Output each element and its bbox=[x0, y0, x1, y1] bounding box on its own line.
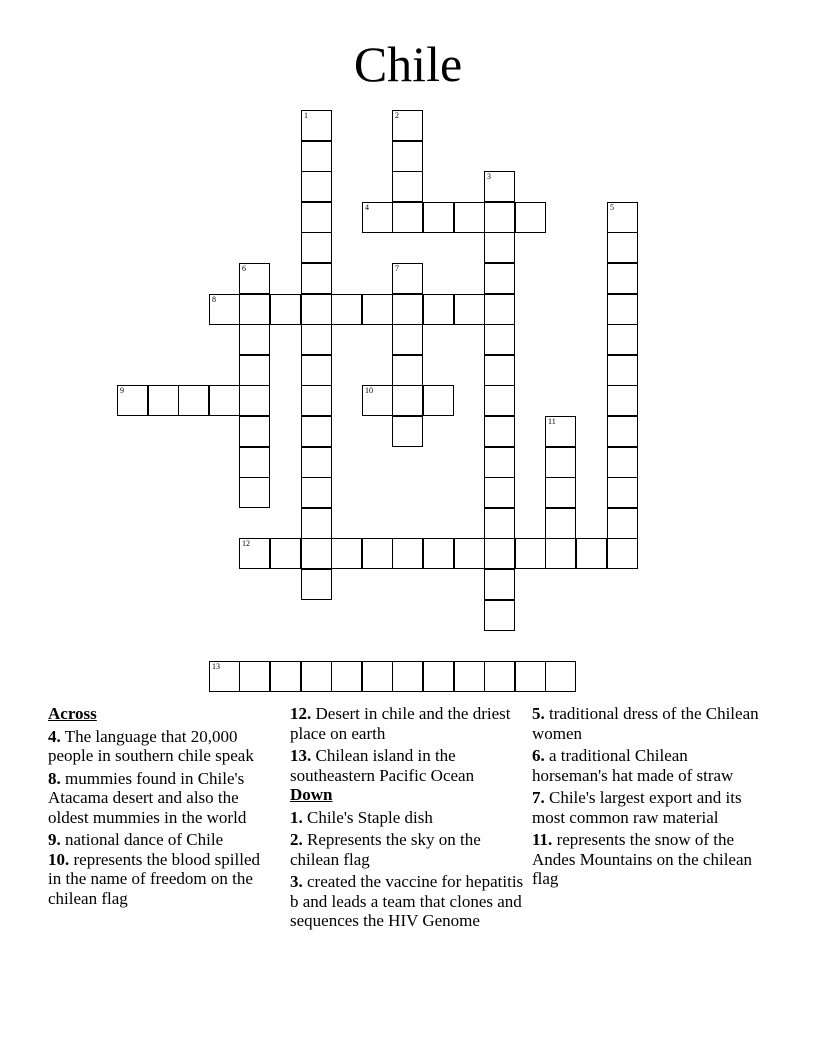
cell-number: 5 bbox=[610, 203, 614, 212]
grid-cell[interactable] bbox=[423, 661, 454, 692]
grid-cell[interactable] bbox=[454, 661, 485, 692]
grid-cell[interactable] bbox=[515, 538, 546, 569]
grid-cell[interactable] bbox=[209, 294, 240, 325]
grid-cell[interactable] bbox=[515, 202, 546, 233]
clue-text: represents the blood spilled in the name of freedom on the chilean flag bbox=[48, 849, 260, 908]
clue-down-5 bbox=[532, 704, 762, 743]
cell-number: 12 bbox=[242, 539, 250, 548]
clue-number: 2. bbox=[290, 830, 303, 849]
grid-cell[interactable] bbox=[576, 538, 607, 569]
grid-cell[interactable] bbox=[484, 416, 515, 447]
grid-cell[interactable] bbox=[239, 294, 270, 325]
grid-cell[interactable] bbox=[607, 263, 638, 294]
grid-cell[interactable] bbox=[362, 294, 393, 325]
grid-cell[interactable] bbox=[239, 477, 270, 508]
grid-cell[interactable] bbox=[484, 600, 515, 631]
cell-number: 8 bbox=[212, 295, 216, 304]
grid-cell[interactable] bbox=[392, 385, 423, 416]
grid-cell[interactable] bbox=[392, 202, 423, 233]
grid-cell[interactable] bbox=[484, 263, 515, 294]
grid-cell[interactable] bbox=[301, 202, 332, 233]
grid-cell[interactable] bbox=[423, 538, 454, 569]
clue-across-10 bbox=[48, 850, 274, 909]
grid-cell[interactable] bbox=[239, 447, 270, 478]
grid-cell[interactable] bbox=[607, 477, 638, 508]
grid-cell[interactable] bbox=[484, 508, 515, 539]
clue-down-6 bbox=[532, 746, 762, 785]
grid-cell[interactable] bbox=[301, 661, 332, 692]
grid-cell[interactable] bbox=[239, 355, 270, 386]
cell-number: 11 bbox=[548, 417, 556, 426]
grid-cell[interactable] bbox=[301, 294, 332, 325]
cell-number: 13 bbox=[212, 662, 220, 671]
grid-cell[interactable] bbox=[454, 202, 485, 233]
grid-cell[interactable] bbox=[545, 477, 576, 508]
grid-cell[interactable] bbox=[239, 324, 270, 355]
clue-text: Chile's largest export and its most common raw material bbox=[532, 788, 742, 827]
grid-cell[interactable] bbox=[607, 202, 638, 233]
grid-cell[interactable] bbox=[239, 263, 270, 294]
clues-column-2 bbox=[290, 702, 528, 934]
grid-cell[interactable] bbox=[484, 324, 515, 355]
grid-cell[interactable] bbox=[454, 538, 485, 569]
clue-number: 5. bbox=[532, 704, 545, 723]
grid-cell[interactable] bbox=[484, 538, 515, 569]
clue-number: 13. bbox=[290, 746, 312, 765]
grid-cell[interactable] bbox=[178, 385, 209, 416]
grid-cell[interactable] bbox=[545, 508, 576, 539]
grid-cell[interactable] bbox=[392, 263, 423, 294]
down-heading: Down bbox=[290, 785, 333, 804]
grid-cell[interactable] bbox=[545, 661, 576, 692]
grid-cell[interactable] bbox=[392, 416, 423, 447]
grid-cell[interactable] bbox=[362, 661, 393, 692]
grid-cell[interactable] bbox=[484, 385, 515, 416]
grid-cell[interactable] bbox=[301, 538, 332, 569]
grid-cell[interactable] bbox=[607, 538, 638, 569]
grid-cell[interactable] bbox=[484, 232, 515, 263]
cell-number: 6 bbox=[242, 264, 246, 273]
clue-across-13 bbox=[290, 746, 528, 785]
grid-cell[interactable] bbox=[484, 661, 515, 692]
grid-cell[interactable] bbox=[301, 477, 332, 508]
grid-cell[interactable] bbox=[423, 202, 454, 233]
grid-cell[interactable] bbox=[607, 385, 638, 416]
clue-across-8 bbox=[48, 769, 274, 828]
clue-number: 1. bbox=[290, 807, 303, 827]
clue-text: Chile's Staple dish bbox=[307, 807, 433, 827]
grid-cell[interactable] bbox=[331, 538, 362, 569]
grid-cell[interactable] bbox=[301, 416, 332, 447]
puzzle-title: Chile bbox=[353, 36, 463, 92]
across-heading: Across bbox=[48, 704, 97, 723]
grid-cell[interactable] bbox=[454, 294, 485, 325]
grid-cell[interactable] bbox=[484, 294, 515, 325]
clue-across-12 bbox=[290, 704, 528, 743]
grid-cell[interactable] bbox=[392, 171, 423, 202]
clue-down-7 bbox=[532, 788, 762, 827]
clue-text: mummies found in Chile's Atacama desert and also the oldest mummies in the world bbox=[48, 768, 247, 827]
grid-cell[interactable] bbox=[607, 447, 638, 478]
grid-cell[interactable] bbox=[270, 661, 301, 692]
grid-cell[interactable] bbox=[301, 355, 332, 386]
grid-cell[interactable] bbox=[607, 508, 638, 539]
grid-cell[interactable] bbox=[515, 661, 546, 692]
grid-cell[interactable] bbox=[270, 294, 301, 325]
clue-text: a traditional Chilean horseman's hat made of straw bbox=[532, 746, 734, 785]
grid-cell[interactable] bbox=[117, 385, 148, 416]
grid-cell[interactable] bbox=[301, 171, 332, 202]
grid-cell[interactable] bbox=[239, 385, 270, 416]
grid-cell[interactable] bbox=[484, 355, 515, 386]
grid-cell[interactable] bbox=[239, 661, 270, 692]
clue-text: national dance of Chile bbox=[65, 830, 224, 849]
grid-cell[interactable] bbox=[301, 110, 332, 141]
grid-cell[interactable] bbox=[423, 385, 454, 416]
grid-cell[interactable] bbox=[301, 508, 332, 539]
grid-cell[interactable] bbox=[545, 416, 576, 447]
grid-cell[interactable] bbox=[362, 202, 393, 233]
grid-cell[interactable] bbox=[392, 355, 423, 386]
cell-number: 3 bbox=[487, 172, 491, 181]
grid-cell[interactable] bbox=[545, 538, 576, 569]
clue-text: traditional dress of the Chilean women bbox=[532, 704, 759, 743]
clue-number: 9. bbox=[48, 830, 61, 849]
grid-cell[interactable] bbox=[607, 294, 638, 325]
clue-down-3 bbox=[290, 872, 528, 931]
grid-cell[interactable] bbox=[209, 385, 240, 416]
clues-column-1 bbox=[48, 702, 274, 911]
grid-cell[interactable] bbox=[484, 202, 515, 233]
grid-cell[interactable] bbox=[148, 385, 179, 416]
cell-number: 1 bbox=[304, 111, 308, 120]
grid-cell[interactable] bbox=[362, 538, 393, 569]
grid-cell[interactable] bbox=[392, 141, 423, 172]
grid-cell[interactable] bbox=[239, 416, 270, 447]
grid-cell[interactable] bbox=[392, 324, 423, 355]
grid-cell[interactable] bbox=[392, 661, 423, 692]
grid-cell[interactable] bbox=[392, 294, 423, 325]
clue-number: 3. bbox=[290, 872, 303, 891]
grid-cell[interactable] bbox=[239, 538, 270, 569]
grid-cell[interactable] bbox=[484, 569, 515, 600]
grid-cell[interactable] bbox=[331, 661, 362, 692]
grid-cell[interactable] bbox=[607, 355, 638, 386]
grid-cell[interactable] bbox=[301, 141, 332, 172]
clue-text: The language that 20,000 people in southern chile speak bbox=[48, 726, 254, 765]
grid-cell[interactable] bbox=[607, 232, 638, 263]
cell-number: 4 bbox=[365, 203, 369, 212]
grid-cell[interactable] bbox=[301, 569, 332, 600]
cell-number: 2 bbox=[395, 111, 399, 120]
clue-number: 12. bbox=[290, 704, 312, 723]
cell-number: 9 bbox=[120, 386, 124, 395]
grid-cell[interactable] bbox=[545, 447, 576, 478]
clue-number: 4. bbox=[48, 726, 61, 746]
grid-cell[interactable] bbox=[301, 385, 332, 416]
clue-across-9 bbox=[48, 830, 274, 850]
clue-down-2 bbox=[290, 830, 528, 869]
clue-text: created the vaccine for hepatitis b and leads a team that clones and sequences the HIV Genome bbox=[290, 872, 524, 930]
grid-cell[interactable] bbox=[607, 416, 638, 447]
clue-number: 11. bbox=[532, 830, 553, 849]
grid-cell[interactable] bbox=[301, 324, 332, 355]
grid-cell[interactable] bbox=[209, 661, 240, 692]
grid-cell[interactable] bbox=[392, 110, 423, 141]
clue-text: represents the snow of the Andes Mountains on the chilean flag bbox=[532, 830, 753, 888]
grid-cell[interactable] bbox=[301, 263, 332, 294]
clue-down-11 bbox=[532, 830, 762, 889]
grid-cell[interactable] bbox=[331, 294, 362, 325]
grid-cell[interactable] bbox=[301, 447, 332, 478]
clue-down-1 bbox=[290, 808, 528, 828]
grid-cell[interactable] bbox=[423, 294, 454, 325]
clue-number: 6. bbox=[532, 746, 545, 765]
clue-number: 7. bbox=[532, 788, 545, 807]
clue-across-4 bbox=[48, 727, 274, 766]
grid-cell[interactable] bbox=[270, 538, 301, 569]
clue-text: Desert in chile and the driest place on earth bbox=[290, 704, 511, 743]
grid-cell[interactable] bbox=[392, 538, 423, 569]
clues-column-3 bbox=[532, 702, 762, 892]
cell-number: 7 bbox=[395, 264, 399, 273]
grid-cell[interactable] bbox=[484, 477, 515, 508]
clue-number: 8. bbox=[48, 768, 61, 788]
grid-cell[interactable] bbox=[484, 171, 515, 202]
grid-cell[interactable] bbox=[362, 385, 393, 416]
grid-cell[interactable] bbox=[484, 447, 515, 478]
grid-cell[interactable] bbox=[301, 232, 332, 263]
clue-text: Chilean island in the southeastern Pacific Ocean bbox=[290, 746, 475, 785]
clue-text: Represents the sky on the chilean flag bbox=[290, 830, 481, 869]
cell-number: 10 bbox=[365, 386, 373, 395]
grid-cell[interactable] bbox=[607, 324, 638, 355]
clue-number: 10. bbox=[48, 849, 70, 869]
